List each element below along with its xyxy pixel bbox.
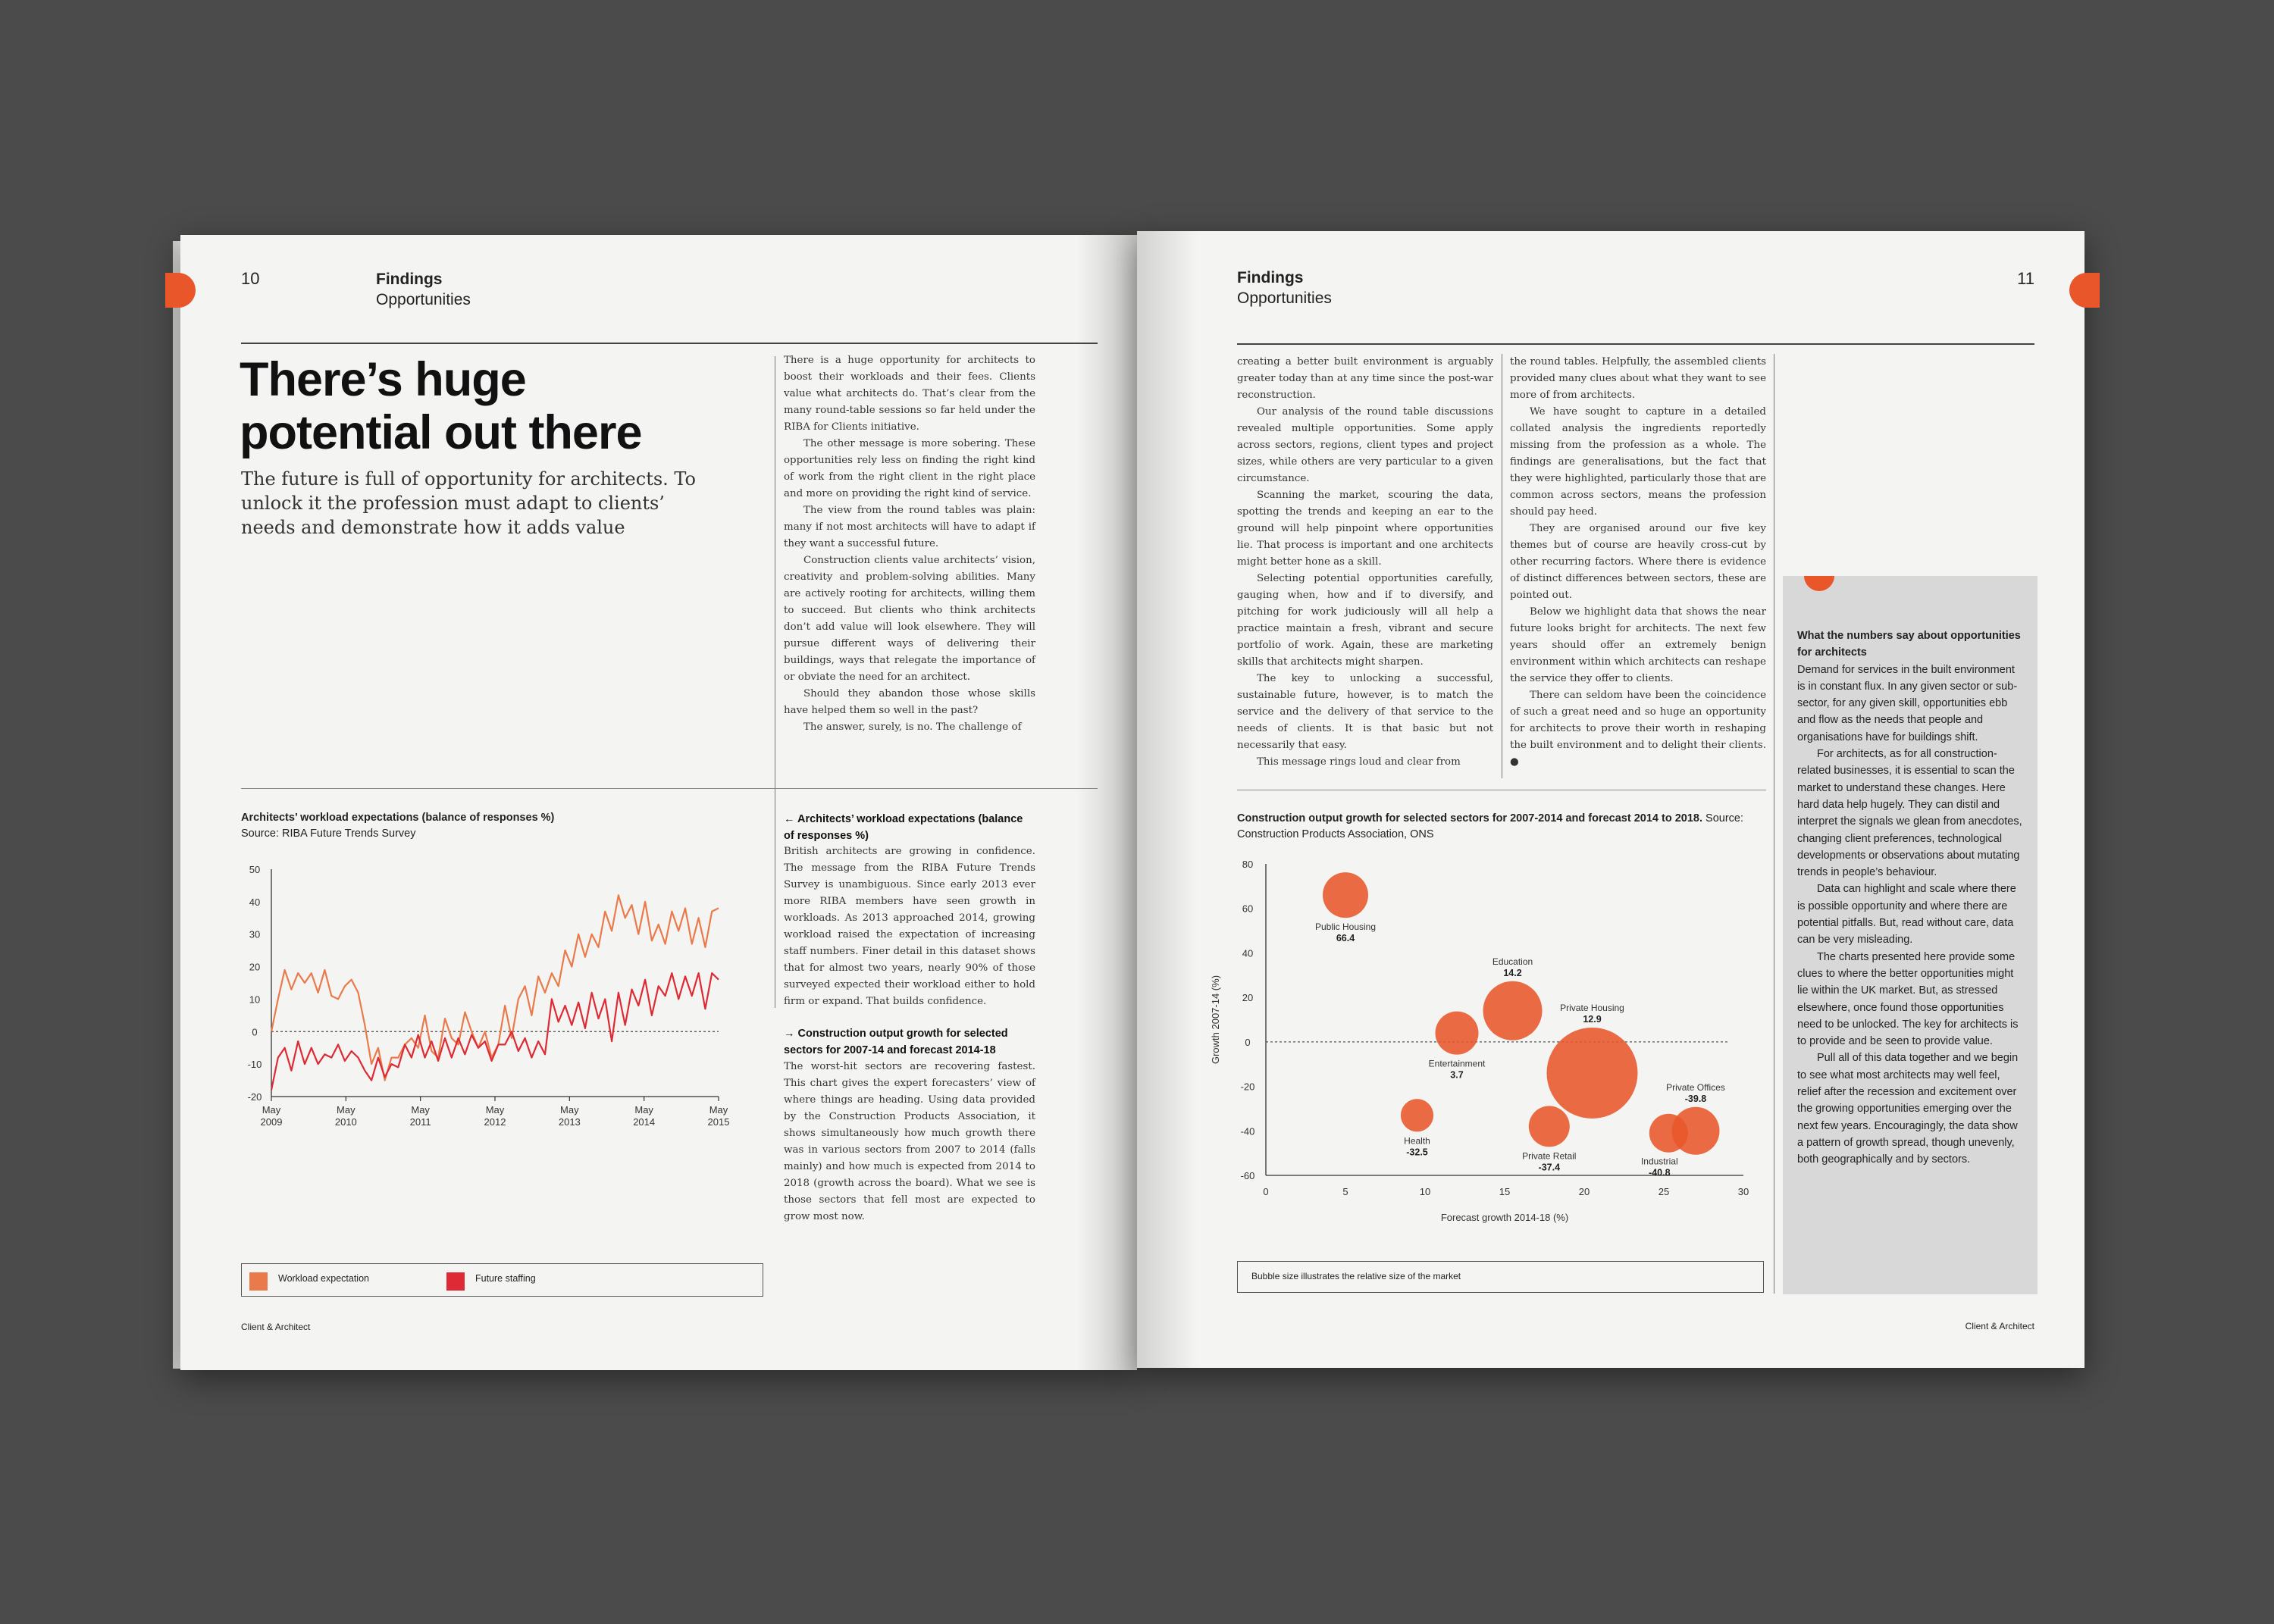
bubble-label: Public Housing [1314, 922, 1377, 933]
y-tick-label: -20 [247, 1091, 262, 1103]
bubble-value: 14.2 [1503, 967, 1522, 978]
section-tab-marker [165, 273, 196, 308]
y-tick-label: 40 [1242, 947, 1254, 959]
x-tick-label: May 2011 [409, 1104, 431, 1128]
bubble-chart-note-box [1237, 1261, 1764, 1293]
body-paragraph: creating a better built environment is arguably greater today than at any time since the post-war reconstruction. [1237, 356, 1493, 401]
body-paragraph: This message rings loud and clear from [1257, 756, 1461, 768]
body-paragraph: the round tables. Helpfully, the assembled clients provided many clues about what they want to see more of from architects. [1510, 356, 1766, 401]
bubble-label: Industrial [1640, 1156, 1678, 1167]
section-subtitle: Opportunities [376, 291, 471, 308]
line-chart-legend [241, 1263, 763, 1297]
bubble-value: -40.8 [1649, 1167, 1671, 1178]
line-chart-title: Architects’ workload expectations (balance of responses %) [241, 812, 555, 824]
body-paragraph: Scanning the market, scouring the data, spotting the trends and keeping an ear to the ground will help pinpoint where opportunities lie. That process is important and one architects might better hone as a skill. [1237, 490, 1493, 568]
y-tick-label: -60 [1240, 1170, 1255, 1181]
page-footer: Client & Architect [241, 1322, 311, 1332]
bubble-entertainment [1436, 1012, 1479, 1055]
section-heading [376, 269, 471, 310]
y-tick-label: 40 [249, 896, 261, 908]
legend-label-workload: Workload expectation [278, 1273, 369, 1284]
body-paragraph: There can seldom have been the coincidence of such a great need and so huge an opportunity for architects to prove their worth in reshaping the built environment and to delight their clients. ● [1510, 690, 1766, 768]
page-number: 10 [241, 269, 260, 288]
left-page [180, 235, 1137, 1370]
y-tick-label: 60 [1242, 903, 1254, 915]
line-chart-source: Source: RIBA Future Trends Survey [241, 828, 416, 840]
y-tick-label: 20 [1242, 992, 1254, 1004]
body-paragraph: The other message is more sobering. These opportunities rely less on finding the right kind of work from the right client in the right place and more on providing the right kind of service. [784, 438, 1035, 499]
body-paragraph: The key to unlocking a successful, sustainable future, however, is to match the service and the delivery of that service to the needs of clients. It is that basic but not necessarily that easy. [1237, 673, 1493, 751]
bubble-label: Health [1404, 1135, 1430, 1147]
y-tick-label: 50 [249, 864, 261, 875]
gutter-shadow [1137, 231, 1198, 1368]
bubble-label: Private Retail [1522, 1150, 1577, 1162]
body-paragraph: They are organised around our five key themes but of course are heavily cross-cut by other recurring factors. Where there is evidence of distinct differences between sectors, these are pointed out. [1510, 523, 1766, 601]
sidebar-paragraph: Pull all of this data together and we begin to see what most architects may well feel, relief after the recession and excitement over the growing opportunities emerging over the next few years. Encouragingly, the data show a pattern of growth spread, though unevenly, both geographically and by sectors. [1797, 1052, 2019, 1166]
x-axis-label: Forecast growth 2014-18 (%) [1440, 1212, 1569, 1223]
sidebar-paragraph: For architects, as for all construction-related businesses, it is essential to scan the market to understand these changes. Here hard data help hugely. They can distil and interpret the signals we glean from anecdotes, changing client preferences, technological developments or observations about mutating trends in people’s behaviour. [1797, 748, 2022, 879]
line-chart-title-block [241, 810, 666, 842]
x-tick-label: May 2012 [484, 1104, 506, 1128]
header-rule [241, 343, 1098, 344]
page-number: 11 [2017, 269, 2034, 288]
body-paragraph: Selecting potential opportunities carefully, gauging when, how and if to diversify, and pitching for work judiciously will all help a practice maintain a fresh, vibrant and secure portfolio of work. Again, these are marketing skills that architects might sharpen. [1237, 573, 1493, 668]
x-tick-label: 30 [1737, 1186, 1749, 1197]
section-rule [241, 788, 1098, 789]
bubble-size-note: Bubble size illustrates the relative size of the market [1251, 1271, 1461, 1281]
x-tick-label: May 2014 [633, 1104, 656, 1128]
y-axis-label: Growth 2007-14 (%) [1210, 975, 1221, 1065]
header-rule [1237, 343, 2034, 345]
standfirst: The future is full of opportunity for architects. To unlock it the profession must adapt to clients’ needs and demonstrate how it adds value [241, 468, 696, 538]
bubble-private-retail [1529, 1106, 1570, 1147]
bubble-value: 66.4 [1336, 933, 1355, 944]
section-subtitle: Opportunities [1237, 289, 1332, 307]
body-paragraph: Our analysis of the round table discussions revealed multiple opportunities. Some apply across sectors, regions, client types and project sizes, while others are very particular to a given circumstance. [1237, 406, 1493, 484]
x-tick-label: 25 [1658, 1186, 1670, 1197]
y-tick-label: 10 [249, 993, 261, 1006]
right-page [1137, 231, 2084, 1368]
legend-swatch-workload [249, 1272, 268, 1291]
y-tick-label: 0 [252, 1026, 258, 1038]
workload-line-chart [226, 849, 741, 1128]
y-tick-label: -20 [1240, 1081, 1255, 1093]
x-tick-label: May 2013 [558, 1104, 581, 1128]
bubble-value: -39.8 [1684, 1093, 1707, 1104]
headline: There’s huge potential out there [240, 353, 642, 459]
bubble-label: Entertainment [1428, 1058, 1486, 1069]
x-tick-label: May 2010 [334, 1104, 357, 1128]
section-heading [1237, 268, 1332, 308]
sector-bubble-chart [1198, 851, 1774, 1230]
body-paragraph: The answer, surely, is no. The challenge of [803, 721, 1022, 733]
bubble-private-offices [1672, 1107, 1720, 1155]
bubble-education [1483, 981, 1543, 1040]
x-tick-label: May 2015 [707, 1104, 730, 1128]
bubble-chart-title: Construction output growth for selected sectors for 2007-2014 and forecast 2014 to 2018. [1237, 812, 1703, 825]
y-tick-label: 80 [1242, 859, 1254, 870]
bubble-chart-source: Source: Construction Products Association, ONS [1237, 812, 1744, 840]
body-paragraph: The view from the round tables was plain: many if not most architects will have to adapt if they want a successful future. [784, 505, 1035, 549]
bubble-chart-title-block [1237, 811, 1768, 843]
sidebar-body [1797, 662, 2025, 1169]
bubble-label: Private Offices [1666, 1081, 1725, 1093]
body-column-1 [1237, 354, 1493, 771]
sidebar-heading: What the numbers say about opportunities for architects [1797, 630, 2021, 659]
bubble-value: 12.9 [1583, 1013, 1602, 1025]
page-footer: Client & Architect [1965, 1321, 2034, 1331]
bubble-label: Education [1492, 956, 1533, 967]
bubble-value: -37.4 [1538, 1162, 1561, 1173]
sidebar-dot-marker [1804, 561, 1834, 591]
body-paragraph: Should they abandon those whose skills have helped them so well in the past? [784, 688, 1035, 716]
bubble-health [1401, 1099, 1433, 1131]
x-tick-label: 20 [1578, 1186, 1590, 1197]
body-paragraph: There is a huge opportunity for architects to boost their workloads and their fees. Clients value what architects do. That’s clear from the many round-table sessions so far held under the RIBA for Clients initiative. [784, 355, 1035, 433]
body-paragraph: Construction clients value architects’ vision, creativity and problem-solving abilities. Many are actively rooting for architects, willing them to succeed. But clients who think architects don’t add value will look elsewhere. They will pursue different ways of delivering their buildings, ways that relegate the importance of or obviate the need for an architect. [784, 555, 1035, 683]
x-tick-label: 10 [1419, 1186, 1431, 1197]
body-paragraph: We have sought to capture in a detailed collated analysis the ingredients reportedly missing from the profession as a whole. The findings are generalisations, but the fact that they were highlighted, particularly those that are common across sectors, means the profession should pay heed. [1510, 406, 1766, 518]
bubble-value: -32.5 [1406, 1147, 1428, 1158]
y-tick-label: -10 [247, 1059, 262, 1071]
y-tick-label: 0 [1245, 1036, 1251, 1048]
section-title: Findings [376, 271, 443, 288]
section-tab-marker [2069, 273, 2100, 308]
chart-captions [784, 811, 1035, 1225]
sidebar-paragraph: Data can highlight and scale where there is possible opportunity and where there are potential pitfalls. But, read without care, data can be very misleading. [1797, 883, 2016, 947]
sidebar-text [1797, 627, 2025, 1169]
intro-body-text [784, 352, 1035, 736]
x-tick-label: 5 [1342, 1186, 1348, 1197]
x-tick-label: May 2009 [260, 1104, 283, 1128]
y-tick-label: -40 [1240, 1125, 1255, 1137]
caption-output-heading: → Construction output growth for selected sectors for 2007-14 and forecast 2014-18 [784, 1028, 1008, 1056]
caption-workload-body: British architects are growing in confidence. The message from the RIBA Future Trends Survey is unambiguous. Since early 2013 ever more RIBA members have seen growth in workloads. As 2013 approached 2014, growing workload raised the expectation of increasing staff numbers. Finer detail in this dataset shows that for almost two years, nearly 90% of those surveyed expected their workload either to hold firm or expand. That builds confidence. [784, 846, 1035, 1007]
gutter-shadow [1076, 235, 1137, 1370]
caption-workload-heading: ← Architects’ workload expectations (balance of responses %) [784, 813, 1023, 842]
legend-label-staffing: Future staffing [475, 1273, 536, 1284]
sidebar-panel [1783, 576, 2038, 1294]
body-column-2 [1510, 354, 1766, 771]
caption-output-body: The worst-hit sectors are recovering fastest. This chart gives the expert forecasters’ view of where things are heading. Using data provided by the Construction Products Association, it shows simultaneously how much growth there was in various sectors from 2007 to 2014 (falls mainly) and how much is expected from 2014 to 2018 (growth across the board). What we see is those sectors that fell most are expected to grow most now. [784, 1061, 1035, 1222]
x-tick-label: 15 [1499, 1186, 1511, 1197]
y-tick-label: 30 [249, 928, 261, 940]
bubble-private-housing [1547, 1028, 1638, 1119]
bubble-public-housing [1323, 872, 1368, 918]
bubble-label: Private Housing [1560, 1002, 1624, 1013]
bubble-value: 3.7 [1450, 1069, 1464, 1081]
legend-swatch-staffing [446, 1272, 465, 1291]
sidebar-paragraph: The charts presented here provide some clues to where the better opportunities might lie within the UK market. But, as stressed elsewhere, once found those opportunities need to be unlocked. The key for architects is to provide and be seen to provide value. [1797, 950, 2019, 1048]
x-tick-label: 0 [1263, 1186, 1269, 1197]
sidebar-paragraph: Demand for services in the built environment is in constant flux. In any given sector or sub-sector, for any given skill, opportunities ebb and flow as the needs that people and organisations have for buildings shift. [1797, 663, 2018, 743]
body-paragraph: Below we highlight data that shows the near future looks bright for architects. The next few years should offer an extremely benign environment within which architects can reshape the service they offer to clients. [1510, 606, 1766, 684]
section-title: Findings [1237, 269, 1304, 286]
y-tick-label: 20 [249, 961, 261, 973]
